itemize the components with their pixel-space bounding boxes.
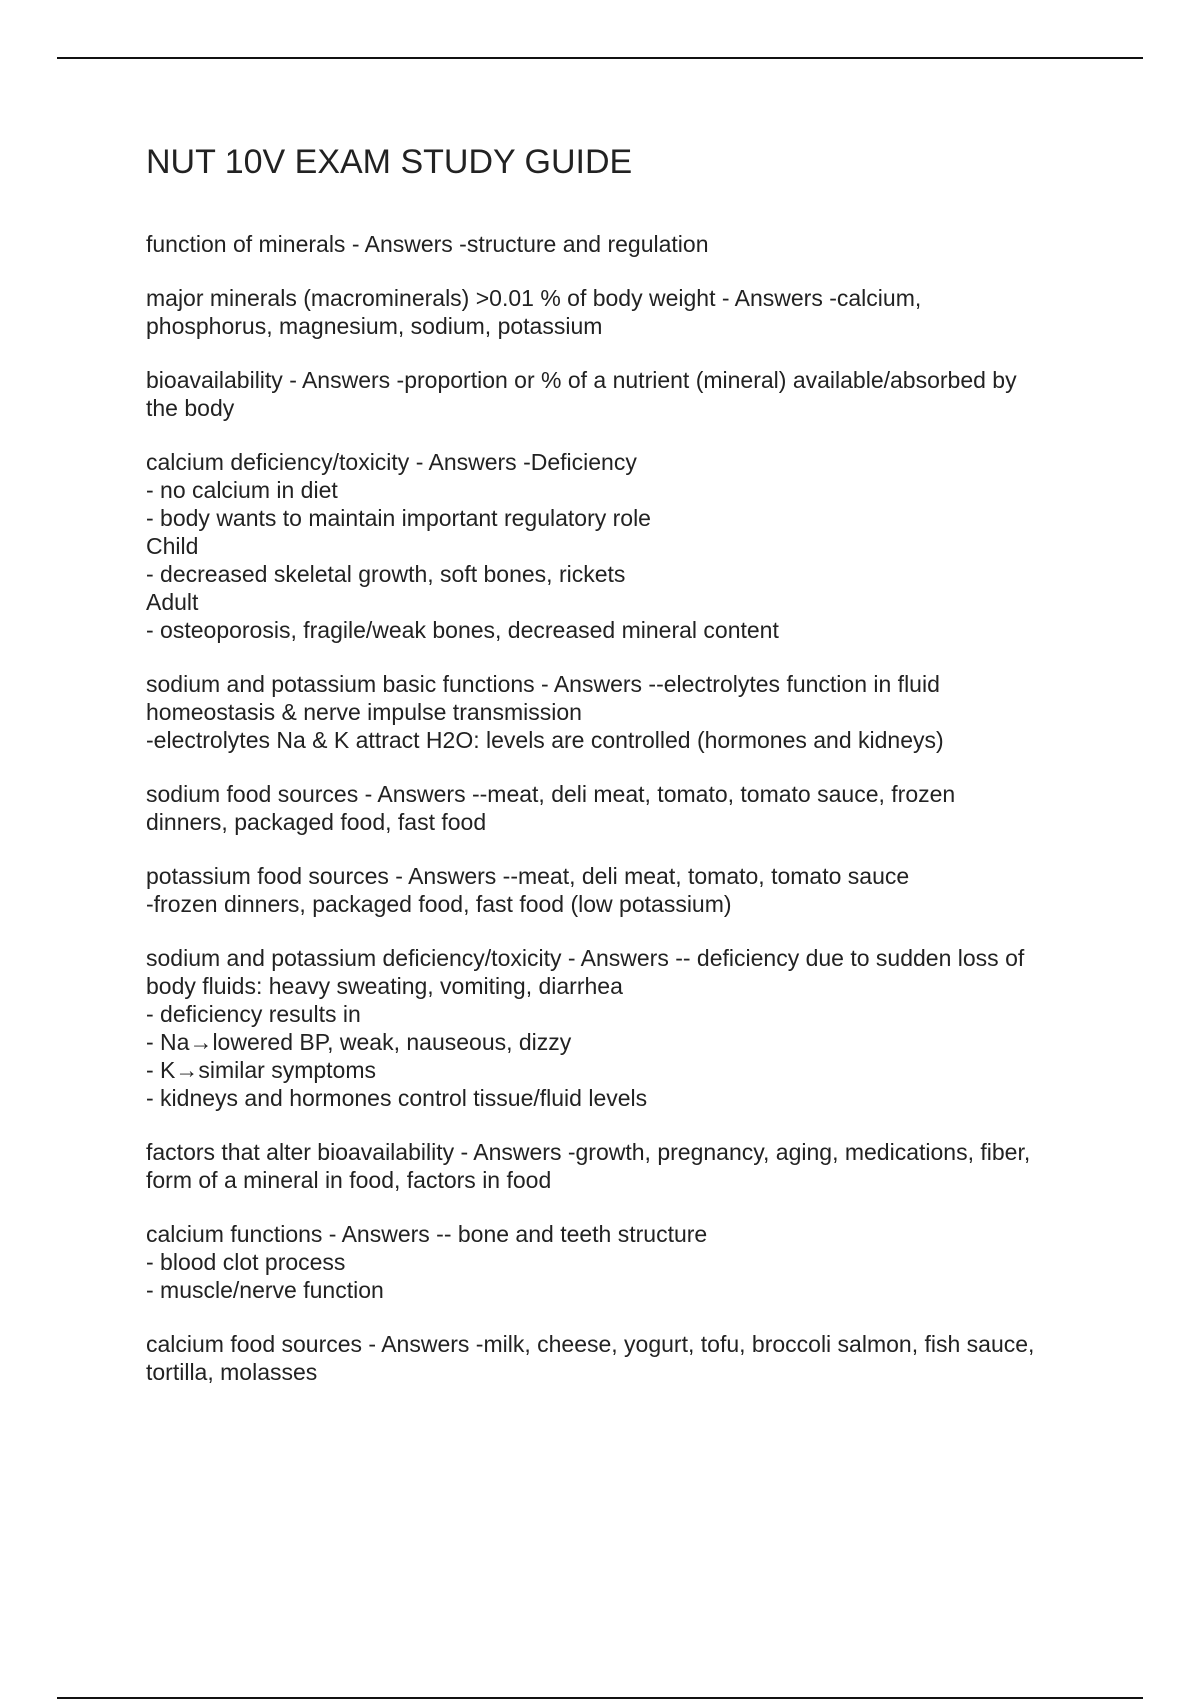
entry-line: - no calcium in diet	[146, 477, 338, 503]
entry-line: - kidneys and hormones control tissue/fluid levels	[146, 1085, 648, 1111]
entry-line: - blood clot process	[146, 1249, 346, 1275]
entry-line: function of minerals - Answers -structure and regulation	[146, 231, 709, 257]
entry-line: - muscle/nerve function	[146, 1277, 384, 1303]
entry-line: - osteoporosis, fragile/weak bones, decreased mineral content	[146, 617, 779, 643]
study-entry	[146, 1220, 1091, 1304]
document-title: NUT 10V EXAM STUDY GUIDE	[146, 143, 633, 181]
entry-line: potassium food sources - Answers --meat, deli meat, tomato, tomato sauce	[146, 863, 910, 889]
header-rule	[57, 57, 1143, 59]
entry-line: sodium and potassium basic functions - Answers --electrolytes function in fluid	[146, 671, 940, 697]
entry-line: tortilla, molasses	[146, 1359, 318, 1385]
study-entry	[146, 1138, 1091, 1194]
entry-line: calcium functions - Answers -- bone and teeth structure	[146, 1221, 708, 1247]
entry-line: Child	[146, 533, 199, 559]
entry-line: - Na→lowered BP, weak, nauseous, dizzy	[146, 1029, 572, 1055]
document-body	[146, 140, 1091, 1412]
study-entry	[146, 670, 1091, 754]
study-entry	[146, 230, 1091, 258]
entry-line: sodium food sources - Answers --meat, deli meat, tomato, tomato sauce, frozen	[146, 781, 956, 807]
entry-line: calcium food sources - Answers -milk, cheese, yogurt, tofu, broccoli salmon, fish sauce,	[146, 1331, 1035, 1357]
entry-line: - decreased skeletal growth, soft bones, rickets	[146, 561, 626, 587]
study-entry	[146, 366, 1091, 422]
entry-line: - deficiency results in	[146, 1001, 361, 1027]
entry-line: Adult	[146, 589, 199, 615]
entry-line: -electrolytes Na & K attract H2O: levels are controlled (hormones and kidneys)	[146, 727, 944, 753]
entry-line: major minerals (macrominerals) >0.01 % of body weight - Answers -calcium,	[146, 285, 922, 311]
entry-line: calcium deficiency/toxicity - Answers -Deficiency	[146, 449, 637, 475]
entry-line: body fluids: heavy sweating, vomiting, diarrhea	[146, 973, 623, 999]
entry-line: homeostasis & nerve impulse transmission	[146, 699, 582, 725]
entry-line: -frozen dinners, packaged food, fast food (low potassium)	[146, 891, 732, 917]
entry-line: bioavailability - Answers -proportion or % of a nutrient (mineral) available/absorbed by	[146, 367, 1017, 393]
entry-line: phosphorus, magnesium, sodium, potassium	[146, 313, 603, 339]
study-entry	[146, 1330, 1091, 1386]
entry-line: the body	[146, 395, 235, 421]
study-entry	[146, 862, 1091, 918]
study-entry	[146, 780, 1091, 836]
entry-line: - body wants to maintain important regulatory role	[146, 505, 651, 531]
entry-line: form of a mineral in food, factors in food	[146, 1167, 552, 1193]
entry-line: sodium and potassium deficiency/toxicity - Answers -- deficiency due to sudden loss of	[146, 945, 1025, 971]
entry-line: factors that alter bioavailability - Answers -growth, pregnancy, aging, medications, fiber,	[146, 1139, 1031, 1165]
study-entry	[146, 284, 1091, 340]
entry-line: dinners, packaged food, fast food	[146, 809, 487, 835]
study-entry	[146, 448, 1091, 644]
footer-rule	[57, 1697, 1143, 1699]
entry-line: - K→similar symptoms	[146, 1057, 377, 1083]
study-entry	[146, 944, 1091, 1112]
